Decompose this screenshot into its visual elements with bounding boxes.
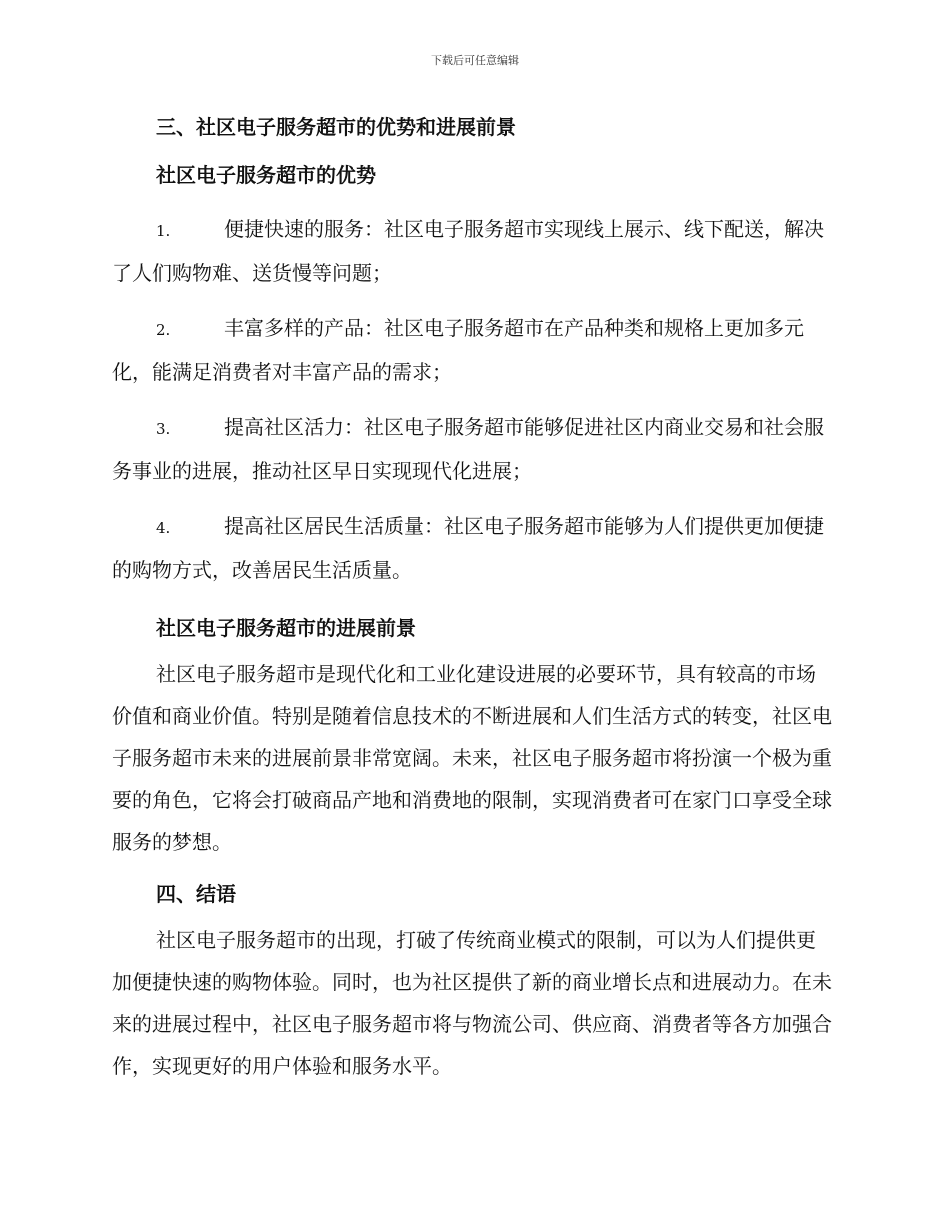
list-item-text: 丰富多样的产品：社区电子服务超市在产品种类和规格上更加多元化，能满足消费者对丰富产品的需求；	[112, 316, 804, 384]
prospects-heading: 社区电子服务超市的进展前景	[156, 616, 416, 640]
list-item-number: 3.	[156, 420, 171, 438]
section-3-heading: 三、社区电子服务超市的优势和进展前景	[156, 115, 516, 139]
list-item-number: 1.	[156, 222, 171, 240]
prospects-paragraph: 社区电子服务超市是现代化和工业化建设进展的必要环节，具有较高的市场价值和商业价值。特别是随着信息技术的不断进展和人们生活方式的转变，社区电子服务超市未来的进展前景非常宽阔。未来，社区电子服务超市将扮演一个极为重要的角色，它将会打破商品产地和消费地的限制，实现消费者可在家门口享受全球服务的梦想。	[112, 662, 832, 854]
list-item	[112, 208, 834, 294]
page-header: 下载后可任意编辑	[431, 54, 519, 67]
advantages-heading: 社区电子服务超市的优势	[156, 163, 376, 187]
list-item-number: 2.	[156, 321, 171, 339]
document-body	[112, 110, 834, 1087]
list-item-text: 提高社区居民生活质量：社区电子服务超市能够为人们提供更加便捷的购物方式，改善居民生活质量。	[112, 514, 824, 582]
advantages-list	[112, 208, 834, 591]
list-item	[112, 307, 834, 393]
conclusion-paragraph: 社区电子服务超市的出现，打破了传统商业模式的限制，可以为人们提供更加便捷快速的购物体验。同时，也为社区提供了新的商业增长点和进展动力。在未来的进展过程中，社区电子服务超市将与物流公司、供应商、消费者等各方加强合作，实现更好的用户体验和服务水平。	[112, 928, 832, 1078]
list-item	[112, 505, 834, 591]
list-item-number: 4.	[156, 519, 171, 537]
list-item-text: 提高社区活力：社区电子服务超市能够促进社区内商业交易和社会服务事业的进展，推动社区早日实现现代化进展；	[112, 415, 824, 483]
section-4-heading: 四、结语	[156, 882, 236, 906]
list-item	[112, 406, 834, 492]
list-item-text: 便捷快速的服务：社区电子服务超市实现线上展示、线下配送，解决了人们购物难、送货慢等问题；	[112, 217, 824, 285]
